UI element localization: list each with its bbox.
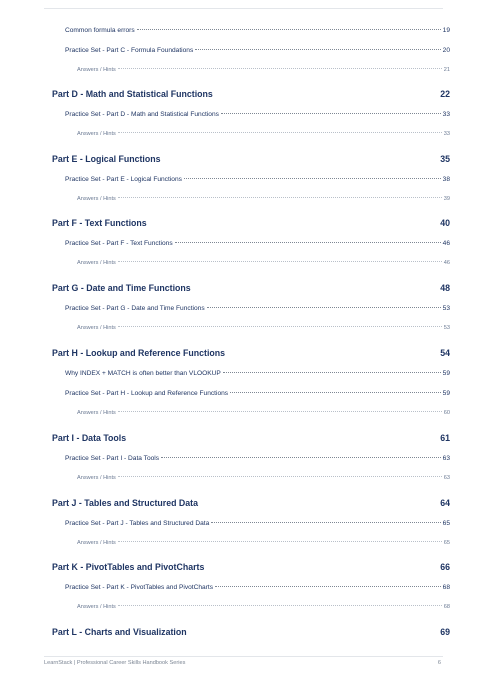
toc-answers-entry[interactable] <box>52 475 450 481</box>
footer-rule <box>44 656 443 657</box>
toc-entry-page-number: 48 <box>440 283 450 293</box>
toc-part-heading[interactable] <box>52 433 450 443</box>
toc-entry-title: Practice Set - Part E - Logical Functions <box>65 176 182 183</box>
toc-entry-page-number: 40 <box>440 218 450 228</box>
toc-entry-title: Answers / Hints <box>77 67 116 73</box>
toc-entry-title: Part H - Lookup and Reference Functions <box>52 348 226 358</box>
toc-dot-leader <box>221 113 441 114</box>
toc-entry-page-number: 46 <box>442 240 450 247</box>
toc-entry-title: Practice Set - Part D - Math and Statistical Functions <box>65 111 219 118</box>
toc-section-entry[interactable] <box>52 111 450 118</box>
toc-dot-leader <box>161 457 441 458</box>
toc-entry-page-number: 35 <box>440 154 450 164</box>
toc-entry-title: Practice Set - Part H - Lookup and Reference Functions <box>65 390 229 397</box>
toc-entry-title: Practice Set - Part C - Formula Foundations <box>65 47 194 54</box>
toc-entry-page-number: 63 <box>442 455 450 462</box>
toc-entry-page-number: 46 <box>443 260 450 266</box>
toc-entry-page-number: 53 <box>443 325 450 331</box>
toc-dot-leader <box>118 605 442 606</box>
toc-entry-title: Answers / Hints <box>77 260 116 266</box>
toc-entry-page-number: 19 <box>442 27 450 34</box>
toc-part-heading[interactable] <box>52 154 450 164</box>
toc-part-heading[interactable] <box>52 89 450 99</box>
toc-entry-title: Part E - Logical Functions <box>52 154 161 164</box>
toc-part-heading[interactable] <box>52 627 450 637</box>
toc-entry-page-number: 20 <box>442 47 450 54</box>
footer-series-title: LearnStack | Professional Career Skills Handbook Series <box>44 660 186 666</box>
toc-entry-title: Part K - PivotTables and PivotCharts <box>52 562 205 572</box>
toc-answers-entry[interactable] <box>52 67 450 73</box>
toc-entry-page-number: 66 <box>440 562 450 572</box>
toc-section-entry[interactable] <box>52 176 450 183</box>
toc-dot-leader <box>137 29 441 30</box>
toc-dot-leader <box>223 372 441 373</box>
toc-entry-page-number: 33 <box>443 131 450 137</box>
toc-entry-page-number: 61 <box>440 433 450 443</box>
toc-entry-page-number: 63 <box>443 475 450 481</box>
toc-section-entry[interactable] <box>52 240 450 247</box>
toc-dot-leader <box>195 49 440 50</box>
toc-entry-title: Part I - Data Tools <box>52 433 127 443</box>
toc-entry-page-number: 65 <box>442 520 450 527</box>
toc-entry-title: Part F - Text Functions <box>52 218 147 228</box>
toc-entry-page-number: 65 <box>443 540 450 546</box>
toc-entry-title: Answers / Hints <box>77 604 116 610</box>
toc-entry-page-number: 59 <box>442 390 450 397</box>
toc-dot-leader <box>118 132 442 133</box>
toc-entry-page-number: 60 <box>443 410 450 416</box>
toc-entry-title: Part J - Tables and Structured Data <box>52 498 198 508</box>
toc-dot-leader <box>118 326 442 327</box>
toc-section-entry[interactable] <box>52 370 450 377</box>
toc-answers-entry[interactable] <box>52 260 450 266</box>
toc-answers-entry[interactable] <box>52 196 450 202</box>
toc-dot-leader <box>118 261 442 262</box>
toc-dot-leader <box>118 541 442 542</box>
toc-section-entry[interactable] <box>52 520 450 527</box>
toc-entry-title: Answers / Hints <box>77 410 116 416</box>
toc-entry-title: Answers / Hints <box>77 325 116 331</box>
toc-entry-page-number: 54 <box>440 348 450 358</box>
toc-answers-entry[interactable] <box>52 325 450 331</box>
toc-entry-page-number: 38 <box>442 176 450 183</box>
toc-dot-leader <box>230 392 441 393</box>
toc-entry-page-number: 68 <box>443 604 450 610</box>
toc-dot-leader <box>175 242 441 243</box>
toc-dot-leader <box>118 68 442 69</box>
toc-part-heading[interactable] <box>52 562 450 572</box>
toc-section-entry[interactable] <box>52 305 450 312</box>
toc-entry-title: Part L - Charts and Visualization <box>52 627 187 637</box>
toc-entry-title: Part D - Math and Statistical Functions <box>52 89 213 99</box>
toc-section-entry[interactable] <box>52 584 450 591</box>
toc-entry-title: Practice Set - Part J - Tables and Structured Data <box>65 520 210 527</box>
toc-dot-leader <box>184 178 441 179</box>
toc-section-entry[interactable] <box>52 47 450 54</box>
toc-entry-title: Why INDEX + MATCH is often better than VLOOKUP <box>65 370 221 377</box>
toc-part-heading[interactable] <box>52 498 450 508</box>
toc-dot-leader <box>211 522 440 523</box>
toc-entry-page-number: 69 <box>440 627 450 637</box>
toc-answers-entry[interactable] <box>52 410 450 416</box>
toc-entry-page-number: 22 <box>440 89 450 99</box>
toc-answers-entry[interactable] <box>52 604 450 610</box>
header-rule <box>44 8 443 9</box>
toc-dot-leader <box>215 586 441 587</box>
toc-dot-leader <box>118 411 442 412</box>
toc-entry-title: Practice Set - Part K - PivotTables and PivotCharts <box>65 584 214 591</box>
toc-entry-page-number: 39 <box>443 196 450 202</box>
toc-entry-title: Practice Set - Part G - Date and Time Functions <box>65 305 205 312</box>
toc-dot-leader <box>207 307 441 308</box>
toc-entry-page-number: 68 <box>442 584 450 591</box>
toc-section-entry[interactable] <box>52 390 450 397</box>
toc-entry-title: Answers / Hints <box>77 475 116 481</box>
toc-entry-title: Common formula errors <box>65 27 135 34</box>
toc-answers-entry[interactable] <box>52 131 450 137</box>
toc-entry-title: Practice Set - Part F - Text Functions <box>65 240 173 247</box>
toc-entry-title: Answers / Hints <box>77 196 116 202</box>
toc-entry-page-number: 53 <box>442 305 450 312</box>
toc-part-heading[interactable] <box>52 348 450 358</box>
toc-section-entry[interactable] <box>52 455 450 462</box>
toc-entry-page-number: 59 <box>442 370 450 377</box>
toc-entry-page-number: 33 <box>442 111 450 118</box>
toc-part-heading[interactable] <box>52 283 450 293</box>
toc-dot-leader <box>118 197 442 198</box>
toc-entry-page-number: 64 <box>440 498 450 508</box>
toc-part-heading[interactable] <box>52 218 450 228</box>
toc-section-entry[interactable] <box>52 27 450 34</box>
toc-entry-title: Practice Set - Part I - Data Tools <box>65 455 160 462</box>
toc-entry-title: Answers / Hints <box>77 131 116 137</box>
toc-dot-leader <box>118 476 442 477</box>
toc-entry-title: Part G - Date and Time Functions <box>52 283 191 293</box>
toc-entry-page-number: 21 <box>443 67 450 73</box>
toc-entry-title: Answers / Hints <box>77 540 116 546</box>
toc-answers-entry[interactable] <box>52 540 450 546</box>
footer-page-number: 6 <box>437 660 441 666</box>
